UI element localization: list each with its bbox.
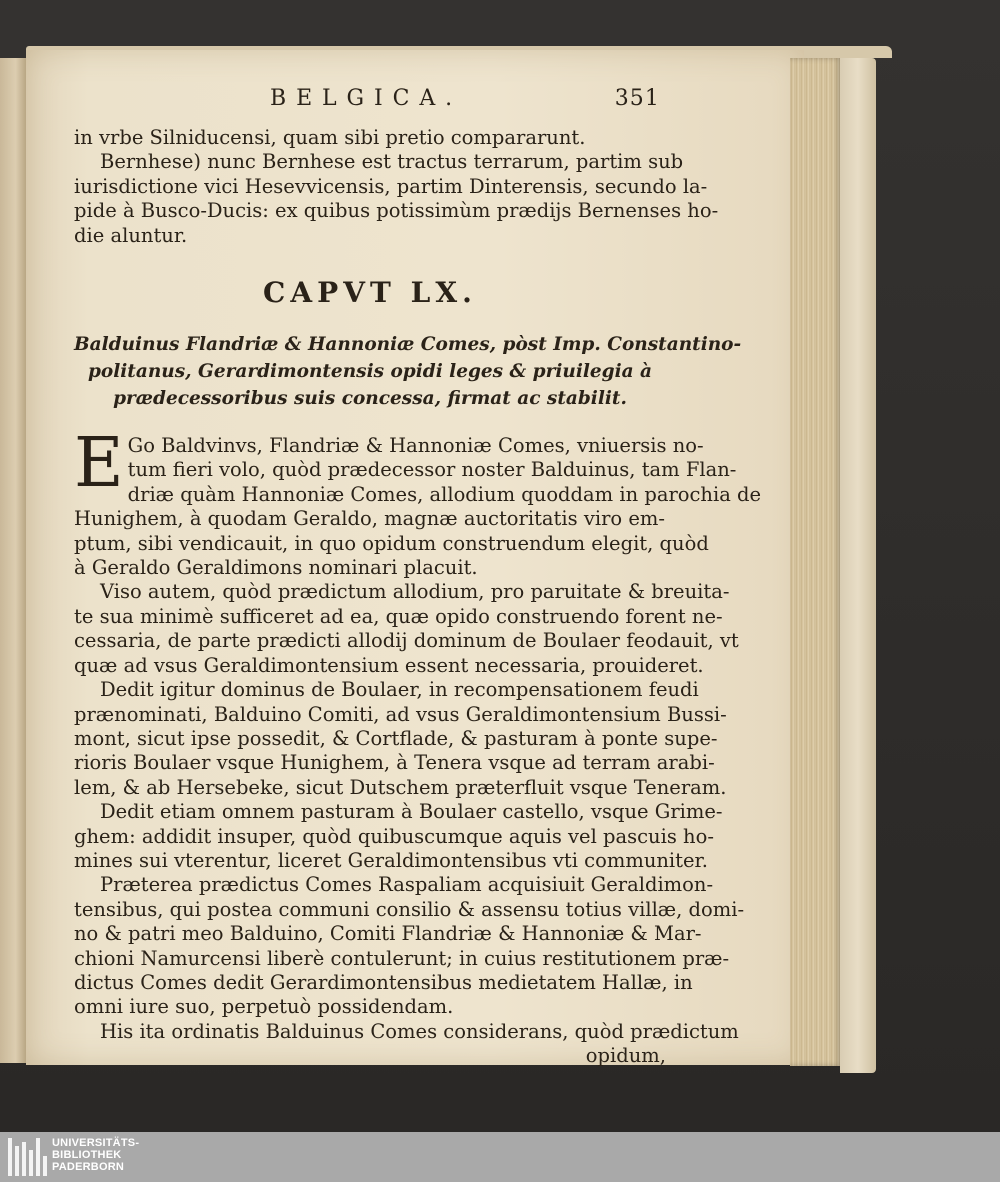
text-line: rioris Boulaer vsque Hunighem, à Tenera vsque ad terram arabi- [74, 751, 715, 775]
left-page-edge [0, 58, 27, 1063]
chapter-summary [74, 331, 742, 412]
text-line: cessaria, de parte prædicti allodij dominum de Boulaer feodauit, vt [74, 629, 739, 653]
running-head [74, 82, 666, 126]
chapter-heading: CAPVT LX. [263, 276, 477, 310]
summary-line: politanus, Gerardimontensis opidi leges & priuilegia à [87, 361, 653, 383]
page-text [74, 82, 762, 1069]
logo-line: PADERBORN [52, 1161, 125, 1173]
text-line: te sua minimè sufficeret ad ea, quæ opido construendo forent ne- [74, 604, 723, 628]
text-line: Dedit etiam omnem pasturam à Boulaer castello, vsque Grime- [100, 800, 723, 824]
text-line: Præterea prædictus Comes Raspaliam acquisiuit Geraldimon- [100, 873, 714, 897]
text-line: dictus Comes dedit Gerardimontensibus medietatem Hallæ, in [74, 970, 693, 994]
text-line: tum fieri volo, quòd prædecessor noster Balduinus, tam Flan- [127, 458, 737, 482]
running-title: BELGICA. [270, 86, 463, 111]
page-edges [790, 58, 842, 1066]
text-line: ghem: addidit insuper, quòd quibuscumque aquis vel pascuis ho- [74, 824, 714, 848]
summary-line: Balduinus Flandriæ & Hannoniæ Comes, pòst Imp. Constantino- [74, 334, 742, 356]
text-line: à Geraldo Geraldimons nominari placuit. [74, 556, 478, 580]
chapter-body [74, 424, 762, 1069]
text-line: ptum, sibi vendicauit, in quo opidum construendum elegit, quòd [74, 531, 709, 555]
library-logo-icon [8, 1138, 48, 1176]
text-line: tensibus, qui postea communi consilio & assensu totius villæ, domi- [74, 897, 745, 921]
text-line: His ita ordinatis Balduinus Comes considerans, quòd prædictum [100, 1019, 739, 1043]
text-line: Dedit igitur dominus de Boulaer, in recompensationem feudi [100, 678, 699, 702]
text-line: chioni Namurcensi liberè contulerunt; in cuius restitutionem præ- [74, 946, 730, 970]
logo-line: BIBLIOTHEK [52, 1149, 122, 1161]
text-line: in vrbe Silniducensi, quam sibi pretio compararunt. [74, 126, 586, 149]
text-line: Hunighem, à quodam Geraldo, magnæ auctoritatis viro em- [74, 507, 665, 531]
text-line: quæ ad vsus Geraldimontensium essent necessaria, prouideret. [74, 653, 704, 677]
text-line: mines sui vterentur, liceret Geraldimontensibus vti communiter. [74, 848, 708, 872]
text-line: die aluntur. [74, 223, 188, 247]
text-line: pide à Busco-Ducis: ex quibus potissimùm prædijs Bernenses ho- [74, 199, 719, 223]
text-line: Bernhese) nunc Bernhese est tractus terrarum, partim sub [100, 150, 684, 174]
text-line: Go Baldvinvs, Flandriæ & Hannoniæ Comes, vniuersis no- [127, 434, 704, 458]
drop-cap: E [74, 424, 124, 504]
summary-line: prædecessoribus suis concessa, firmat ac stabilit. [113, 388, 627, 410]
catchword: opidum, [585, 1044, 666, 1068]
library-logo-text [52, 1137, 139, 1173]
paragraph-top [74, 126, 719, 248]
text-line: driæ quàm Hannoniæ Comes, allodium quoddam in parochia de [127, 482, 762, 506]
text-line: prænominati, Balduino Comiti, ad vsus Geraldimontensium Bussi- [74, 702, 727, 726]
book-cover-right [840, 58, 876, 1073]
text-line: omni iure suo, perpetuò possidendam. [74, 995, 454, 1019]
text-line: lem, & ab Hersebeke, sicut Dutschem præterfluit vsque Teneram. [74, 775, 727, 799]
text-line: Viso autem, quòd prædictum allodium, pro paruitate & breuita- [100, 580, 730, 604]
logo-line: UNIVERSITÄTS- [52, 1137, 140, 1149]
page-number: 351 [614, 86, 660, 111]
text-line: no & patri meo Balduino, Comiti Flandriæ & Hannoniæ & Mar- [74, 922, 702, 946]
text-line: mont, sicut ipse possedit, & Cortflade, & pasturam à ponte supe- [74, 726, 718, 750]
text-line: iurisdictione vici Hesevvicensis, partim Dinterensis, secundo la- [74, 174, 708, 198]
footer-bar [0, 1132, 1000, 1182]
